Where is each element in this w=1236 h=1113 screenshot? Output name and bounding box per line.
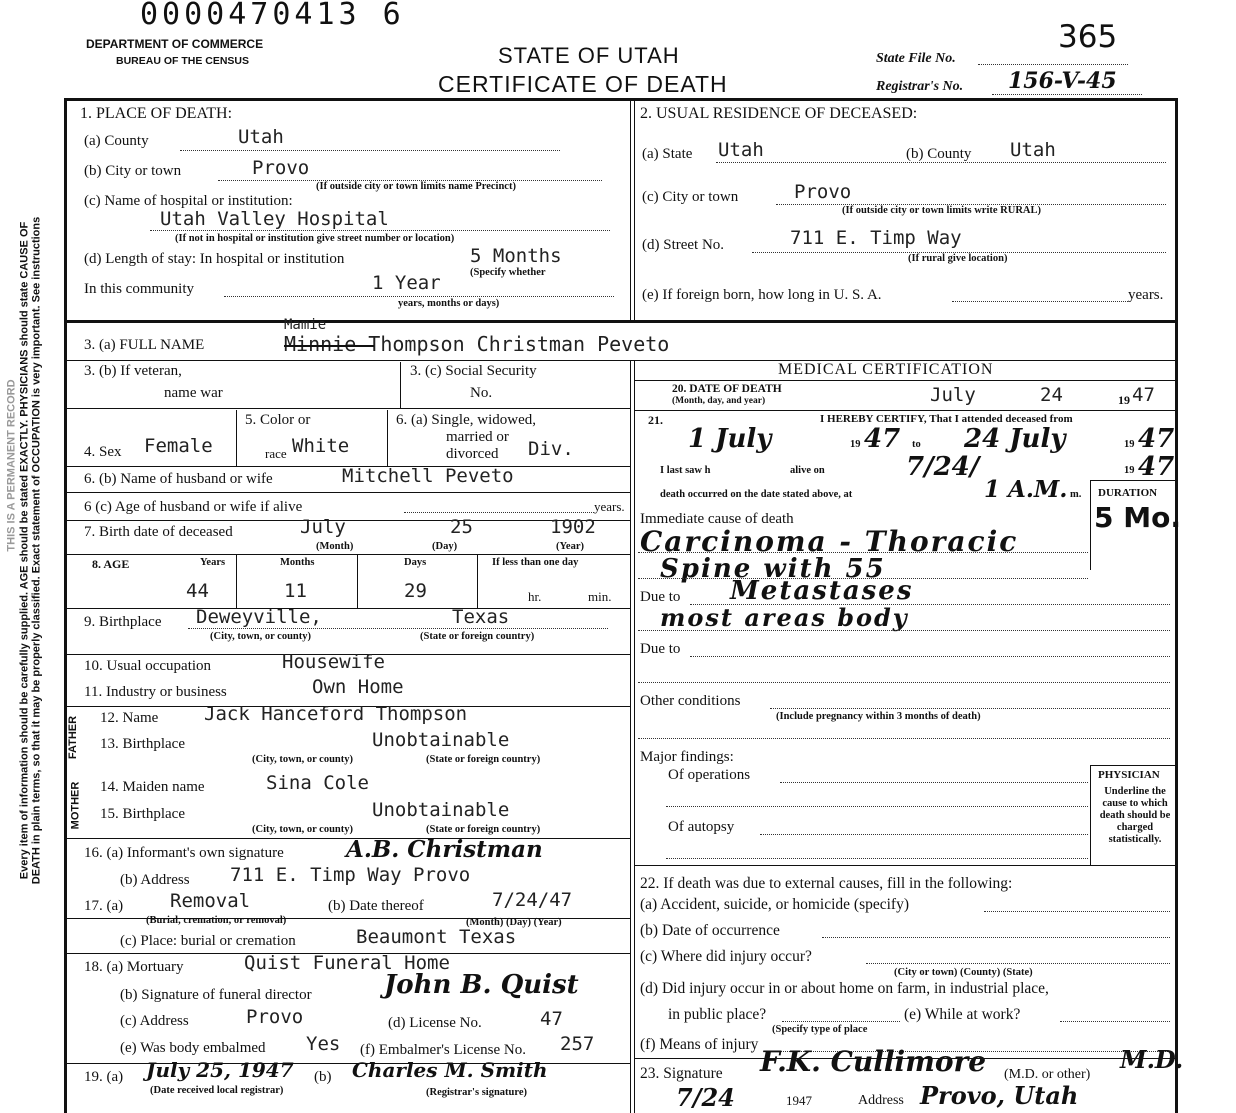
age-years-value: 44 [186,580,209,602]
s1-city-note: (If outside city or town limits name Precinct) [316,181,516,192]
side-instruction-2: DEATH in plain terms, so that it may be properly classified. Exact statement of OCCUPATION is very important. See instructions [30,216,43,885]
age-label: 8. AGE [92,557,130,571]
birth-year: 1902 [550,516,596,538]
birthdate-label: 7. Birth date of deceased [84,524,233,540]
mother-bp-note-2: (State or foreign country) [426,824,541,835]
age-min-label: min. [588,589,612,604]
signature-md-label: (M.D. or other) [1004,1067,1091,1082]
autopsy-label: Of autopsy [668,819,735,835]
duration-label: DURATION [1098,487,1158,499]
birthplace-state: Texas [452,606,510,628]
s1-hospital-note: (If not in hospital or institution give street number or location) [175,233,455,244]
ext-f-label: (f) Means of injury [640,1036,759,1053]
ext-b-label: (b) Date of occurrence [640,922,780,939]
license-label: (d) License No. [388,1015,482,1031]
state-file-number: 365 [1058,19,1118,55]
received-date: July 25, 1947 [146,1058,294,1082]
mortuary-value: Quist Funeral Home [244,952,450,974]
signature-md-handwritten: M.D. [1120,1045,1184,1074]
informant-address-label: (b) Address [120,872,190,888]
embalmed-label: (e) Was body embalmed [120,1040,266,1056]
s2-city-note: (If outside city or town limits write RURAL) [842,205,1041,216]
attend-to-word: to [912,439,921,450]
s1-stay-label: (d) Length of stay: In hospital or institution [84,251,345,267]
dod-year-prefix: 19 [1118,393,1130,407]
dept-label: DEPARTMENT OF COMMERCE [86,37,264,51]
dod-label: 20. DATE OF DEATH [672,383,782,395]
side-instruction-1: Every item of information should be carefully supplied. AGE should be stated EXACTLY. PHYSICIANS should state CAUSE OF [18,221,31,880]
full-name-value: Minnie Thompson Christman Peveto [284,332,670,356]
marital-label: 6. (a) Single, widowed, [396,412,536,428]
father-label: FATHER [67,715,80,760]
father-bp-note-1: (City, town, or county) [252,754,354,765]
s2-city-label: (c) City or town [642,189,739,205]
age-less-label: If less than one day [492,557,579,568]
age-hr-label: hr. [528,589,542,604]
birth-day: 25 [450,516,473,538]
mother-bp-note-1: (City, town, or county) [252,824,354,835]
medical-cert-title: MEDICAL CERTIFICATION [778,361,994,378]
marital-value: Div. [528,438,574,460]
serial-number: 0000470413 6 [140,0,405,32]
other-conditions-label: Other conditions [640,693,741,709]
s1-community-value: 1 Year [372,272,441,294]
s2-county-value: Utah [1010,139,1056,161]
ext-c-label: (c) Where did injury occur? [640,948,812,965]
father-birthplace-value: Unobtainable [372,729,510,751]
s1-county-value: Utah [238,126,284,148]
fd-signature: John B. Quist [384,970,579,1000]
full-name-correction: Mamie [284,317,327,333]
veteran-label-2: name war [164,385,223,401]
s1-community-label: In this community [84,281,194,297]
attend-from: 1 July [688,424,772,454]
color-label: 5. Color or [245,412,311,428]
age-years-label: Years [200,557,226,568]
ext-d-label: (d) Did injury occur in or about home on farm, in industrial place, [640,980,1049,997]
signature-label: 23. Signature [640,1065,723,1082]
birth-day-note: (Day) [432,541,458,552]
s1-community-note: years, months or days) [398,298,500,309]
s2-title: 2. USUAL RESIDENCE OF DECEASED: [640,105,918,122]
fd-signature-label: (b) Signature of funeral director [120,987,312,1003]
fd-address-label: (c) Address [120,1013,189,1029]
s1-stay-value: 5 Months [470,245,562,267]
ext-d-label-2: in public place? [668,1006,767,1023]
registrar-sig-note: (Registrar's signature) [426,1087,527,1098]
registrar-sig-label: (b) [314,1069,332,1085]
attend-from-yr-prefix: 19 [850,439,861,450]
last-saw-date: 7/24/ [906,452,980,482]
received-label: 19. (a) [84,1069,124,1085]
sex-label: 4. Sex [84,444,122,460]
s1-stay-note: (Specify whether [470,267,546,278]
license-value: 47 [540,1008,563,1030]
age-days-label: Days [404,557,427,568]
signature-address: Provo, Utah [920,1081,1079,1110]
race-label: race [265,446,287,461]
age-months-label: Months [280,557,315,568]
age-months-value: 11 [284,580,307,602]
operations-label: Of operations [668,767,751,783]
industry-label: 11. Industry or business [84,684,227,700]
age-days-value: 29 [404,580,427,602]
cert-number: 21. [648,413,663,427]
immediate-cause-value-2: Spine with 55 [660,554,886,584]
color-value: White [292,435,350,457]
disposition-date-note: (Month) (Day) (Year) [466,917,562,928]
spouse-value: Mitchell Peveto [342,465,514,487]
major-findings-label: Major findings: [640,749,734,765]
dod-year: 47 [1132,384,1155,406]
disposition-label: 17. (a) [84,898,124,914]
last-saw-label: I last saw h [660,465,711,476]
attend-to-year: 47 [1138,424,1175,454]
physician-note: Underline the cause to which death should be charged statistically. [1099,786,1171,845]
occupation-label: 10. Usual occupation [84,658,212,674]
s1-city-value: Provo [252,157,310,179]
mother-birthplace-label: 15. Birthplace [100,806,185,822]
dod-month: July [930,384,976,406]
s1-county-label: (a) County [84,133,149,149]
embalmer-license-label: (f) Embalmer's License No. [360,1042,526,1058]
state-title: STATE OF UTAH [498,43,680,68]
s2-state-label: (a) State [642,146,693,162]
marital-label-2: married or [446,429,509,445]
due-to-1-value: Metastases [730,576,914,606]
birthplace-label: 9. Birthplace [84,614,162,630]
father-birthplace-label: 13. Birthplace [100,736,185,752]
last-saw-yr-prefix: 19 [1124,465,1135,476]
bureau-label: BUREAU OF THE CENSUS [116,55,250,67]
veteran-label: 3. (b) If veteran, [84,363,182,379]
s1-city-label: (b) City or town [84,163,182,179]
birth-month: July [300,516,346,538]
mother-birthplace-value: Unobtainable [372,799,510,821]
received-note: (Date received local registrar) [150,1085,284,1096]
ss-label-2: No. [470,385,493,401]
fd-address-value: Provo [246,1006,304,1028]
industry-value: Own Home [312,676,404,698]
ext-e-label: (e) While at work? [904,1006,1021,1023]
immediate-cause-label: Immediate cause of death [640,511,794,527]
s2-street-note: (If rural give location) [908,253,1008,264]
sex-value: Female [144,435,213,457]
informant-address-value: 711 E. Timp Way Provo [230,864,471,886]
father-name-label: 12. Name [100,710,159,726]
death-time: 1 A.M. [984,476,1068,503]
embalmer-license-value: 257 [560,1033,595,1055]
disposition-date-label: (b) Date thereof [328,898,424,914]
s2-street-value: 711 E. Timp Way [790,227,962,249]
disposition-date-value: 7/24/47 [492,889,573,911]
signature-address-label: Address [858,1093,904,1108]
due-to-2-label: Due to [640,641,681,657]
certificate-title: CERTIFICATE OF DEATH [438,71,728,97]
dod-day: 24 [1040,384,1063,406]
full-name-label: 3. (a) FULL NAME [84,337,205,353]
birth-year-note: (Year) [556,541,584,552]
s1-title: 1. PLACE OF DEATH: [80,105,233,122]
dod-note: (Month, day, and year) [672,396,766,406]
embalmed-value: Yes [306,1033,341,1055]
birthplace-note-2: (State or foreign country) [420,631,535,642]
attend-from-year: 47 [864,424,901,454]
duration-value: 5 Mo. [1094,501,1181,534]
disposition-note: (Burial, cremation, or removal) [146,915,287,926]
last-saw-year: 47 [1138,452,1175,482]
s2-state-value: Utah [718,139,764,161]
s2-city-value: Provo [794,181,852,203]
informant-label: 16. (a) Informant's own signature [84,845,284,861]
ss-label: 3. (c) Social Security [410,363,537,379]
s1-hospital-value: Utah Valley Hospital [160,208,389,230]
attend-to-yr-prefix: 19 [1124,439,1135,450]
burial-place-label: (c) Place: burial or cremation [120,933,296,949]
birthplace-city: Deweyville, [196,606,322,628]
informant-signature: A.B. Christman [346,836,543,863]
registrar-signature: Charles M. Smith [352,1058,548,1082]
death-time-m: m. [1070,489,1082,500]
death-time-label: death occurred on the date stated above, at [660,489,853,500]
due-to-1-label: Due to [640,589,681,605]
spouse-age-unit: years. [594,499,625,514]
registrar-label: Registrar's No. [876,79,964,94]
s2-county-label: (b) County [906,146,972,162]
disposition-value: Removal [170,890,251,912]
mother-name-label: 14. Maiden name [100,779,205,795]
mother-label: MOTHER [69,781,82,830]
s2-street-label: (d) Street No. [642,237,725,253]
other-conditions-note: (Include pregnancy within 3 months of death) [776,711,981,722]
father-bp-note-2: (State or foreign country) [426,754,541,765]
s1-hospital-label: (c) Name of hospital or institution: [84,193,293,209]
birth-month-note: (Month) [316,541,354,552]
immediate-cause-value: Carcinoma - Thoracic [640,525,1019,558]
signature-date: 7/24 [676,1083,735,1112]
father-name-value: Jack Hanceford Thompson [204,703,468,725]
mother-name-value: Sina Cole [266,772,369,794]
attend-to: 24 July [964,424,1066,454]
physician-signature: F.K. Cullimore [760,1045,987,1078]
spouse-label: 6. (b) Name of husband or wife [84,471,273,487]
ext-c-note: (City or town) (County) (State) [894,967,1033,978]
alive-on-label: alive on [790,465,825,476]
state-file-label: State File No. [876,51,956,66]
s2-foreign-label: (e) If foreign born, how long in U. S. A. [642,287,882,303]
registrar-number: 156-V-45 [1008,68,1117,94]
ext-a-label: (a) Accident, suicide, or homicide (specify) [640,896,909,913]
spouse-age-label: 6 (c) Age of husband or wife if alive [84,499,303,515]
burial-place-value: Beaumont Texas [356,926,517,948]
side-permanent-record: THIS IS A PERMANENT RECORD [5,379,18,552]
s2-foreign-unit: years. [1128,287,1164,303]
ext-causes-title: 22. If death was due to external causes, fill in the following: [640,875,1013,892]
ext-d-note: (Specify type of place [772,1024,868,1035]
birthplace-note-1: (City, town, or county) [210,631,312,642]
physician-title: PHYSICIAN [1098,769,1160,781]
signature-date-year: 1947 [786,1093,812,1108]
occupation-value: Housewife [282,651,385,673]
marital-label-3: divorced [446,446,499,462]
due-to-1-value-2: most areas body [660,603,909,632]
mortuary-label: 18. (a) Mortuary [84,959,184,975]
cert-text: I HEREBY CERTIFY, That I attended deceased from [820,413,1073,425]
